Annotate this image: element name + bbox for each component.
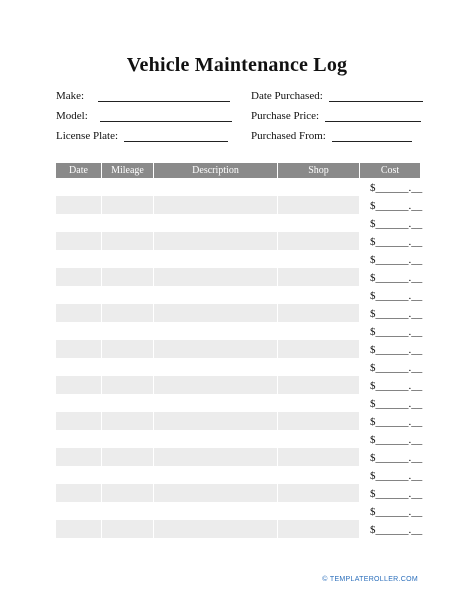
date-cell[interactable] [56, 250, 102, 268]
description-cell[interactable] [154, 286, 278, 304]
shop-cell[interactable] [278, 322, 360, 340]
date-cell[interactable] [56, 214, 102, 232]
mileage-cell[interactable] [102, 286, 154, 304]
description-cell[interactable] [154, 232, 278, 250]
mileage-cell[interactable] [102, 304, 154, 322]
mileage-cell[interactable] [102, 214, 154, 232]
cost-cell[interactable]: $______.__ [360, 376, 420, 394]
maintenance-table [56, 163, 423, 538]
purchased-from-label: Purchased From: [251, 130, 326, 142]
cost-cell[interactable]: $______.__ [360, 394, 420, 412]
purchase-price-field [251, 108, 421, 122]
mileage-cell[interactable] [102, 376, 154, 394]
table-row [56, 214, 423, 232]
mileage-cell[interactable] [102, 250, 154, 268]
purchased-from-field [251, 128, 412, 142]
table-row [56, 394, 423, 412]
table-row [56, 430, 423, 448]
table-row [56, 178, 423, 196]
cost-cell[interactable]: $______.__ [360, 358, 420, 376]
table-row [56, 268, 423, 286]
mileage-cell[interactable] [102, 448, 154, 466]
shop-cell[interactable] [278, 340, 360, 358]
shop-cell[interactable] [278, 430, 360, 448]
shop-cell[interactable] [278, 466, 360, 484]
date-cell[interactable] [56, 304, 102, 322]
description-cell[interactable] [154, 304, 278, 322]
shop-cell[interactable] [278, 448, 360, 466]
table-row [56, 340, 423, 358]
cost-cell[interactable]: $______.__ [360, 340, 420, 358]
table-row [56, 358, 423, 376]
date-purchased-field [251, 88, 423, 102]
description-cell[interactable] [154, 502, 278, 520]
shop-cell[interactable] [278, 358, 360, 376]
model-line[interactable] [100, 110, 232, 122]
cost-cell[interactable]: $______.__ [360, 322, 420, 340]
date-cell[interactable] [56, 340, 102, 358]
header-shop: Shop [278, 163, 360, 178]
shop-cell[interactable] [278, 412, 360, 430]
description-cell[interactable] [154, 466, 278, 484]
mileage-cell[interactable] [102, 502, 154, 520]
mileage-cell[interactable] [102, 412, 154, 430]
table-row [56, 304, 423, 322]
header-description: Description [154, 163, 278, 178]
cost-cell[interactable]: $______.__ [360, 484, 420, 502]
table-body [56, 178, 423, 538]
license-plate-line[interactable] [124, 130, 228, 142]
table-row [56, 232, 423, 250]
date-purchased-label: Date Purchased: [251, 90, 323, 102]
date-cell[interactable] [56, 502, 102, 520]
table-row [56, 520, 423, 538]
cost-cell[interactable]: $______.__ [360, 196, 420, 214]
cost-cell[interactable]: $______.__ [360, 520, 420, 538]
mileage-cell[interactable] [102, 232, 154, 250]
shop-cell[interactable] [278, 214, 360, 232]
cost-cell[interactable]: $______.__ [360, 430, 420, 448]
table-row [56, 412, 423, 430]
shop-cell[interactable] [278, 502, 360, 520]
mileage-cell[interactable] [102, 178, 154, 196]
header-mileage: Mileage [102, 163, 154, 178]
shop-cell[interactable] [278, 304, 360, 322]
mileage-cell[interactable] [102, 520, 154, 538]
cost-cell[interactable]: $______.__ [360, 250, 420, 268]
shop-cell[interactable] [278, 394, 360, 412]
shop-cell[interactable] [278, 376, 360, 394]
document-title: Vehicle Maintenance Log [126, 54, 348, 76]
model-field [56, 108, 232, 122]
description-cell[interactable] [154, 430, 278, 448]
table-row [56, 448, 423, 466]
cost-cell[interactable]: $______.__ [360, 304, 420, 322]
shop-cell[interactable] [278, 232, 360, 250]
cost-cell[interactable]: $______.__ [360, 232, 420, 250]
date-cell[interactable] [56, 358, 102, 376]
model-label: Model: [56, 110, 88, 122]
table-row [56, 196, 423, 214]
shop-cell[interactable] [278, 268, 360, 286]
description-cell[interactable] [154, 412, 278, 430]
date-cell[interactable] [56, 430, 102, 448]
description-cell[interactable] [154, 214, 278, 232]
description-cell[interactable] [154, 196, 278, 214]
description-cell[interactable] [154, 340, 278, 358]
footer-copyright: © TEMPLATEROLLER.COM [322, 576, 418, 583]
mileage-cell[interactable] [102, 466, 154, 484]
table-row [56, 466, 423, 484]
cost-cell[interactable]: $______.__ [360, 214, 420, 232]
mileage-cell[interactable] [102, 268, 154, 286]
make-field [56, 88, 230, 102]
table-row [56, 322, 423, 340]
date-cell[interactable] [56, 484, 102, 502]
mileage-cell[interactable] [102, 430, 154, 448]
shop-cell[interactable] [278, 484, 360, 502]
cost-cell[interactable]: $______.__ [360, 466, 420, 484]
description-cell[interactable] [154, 448, 278, 466]
license-plate-label: License Plate: [56, 130, 119, 142]
date-cell[interactable] [56, 196, 102, 214]
date-cell[interactable] [56, 412, 102, 430]
cost-cell[interactable]: $______.__ [360, 502, 420, 520]
date-cell[interactable] [56, 178, 102, 196]
date-cell[interactable] [56, 232, 102, 250]
table-header [56, 163, 420, 178]
table-row [56, 250, 423, 268]
cost-cell[interactable]: $______.__ [360, 178, 420, 196]
mileage-cell[interactable] [102, 484, 154, 502]
date-cell[interactable] [56, 520, 102, 538]
cost-cell[interactable]: $______.__ [360, 448, 420, 466]
table-row [56, 484, 423, 502]
mileage-cell[interactable] [102, 196, 154, 214]
description-cell[interactable] [154, 394, 278, 412]
date-cell[interactable] [56, 394, 102, 412]
shop-cell[interactable] [278, 250, 360, 268]
cost-cell[interactable]: $______.__ [360, 412, 420, 430]
shop-cell[interactable] [278, 178, 360, 196]
mileage-cell[interactable] [102, 394, 154, 412]
date-cell[interactable] [56, 286, 102, 304]
table-row [56, 502, 423, 520]
cost-cell[interactable]: $______.__ [360, 286, 420, 304]
mileage-cell[interactable] [102, 358, 154, 376]
date-purchased-line[interactable] [329, 90, 423, 102]
table-row [56, 286, 423, 304]
description-cell[interactable] [154, 484, 278, 502]
mileage-cell[interactable] [102, 340, 154, 358]
shop-cell[interactable] [278, 520, 360, 538]
purchased-from-line[interactable] [332, 130, 412, 142]
shop-cell[interactable] [278, 286, 360, 304]
make-label: Make: [56, 90, 85, 102]
description-cell[interactable] [154, 250, 278, 268]
table-row [56, 376, 423, 394]
date-cell[interactable] [56, 322, 102, 340]
purchase-price-label: Purchase Price: [251, 110, 320, 122]
description-cell[interactable] [154, 376, 278, 394]
shop-cell[interactable] [278, 196, 360, 214]
description-cell[interactable] [154, 358, 278, 376]
mileage-cell[interactable] [102, 322, 154, 340]
description-cell[interactable] [154, 268, 278, 286]
header-cost: Cost [380, 165, 400, 176]
date-cell[interactable] [56, 466, 102, 484]
description-cell[interactable] [154, 520, 278, 538]
make-line[interactable] [98, 90, 230, 102]
description-cell[interactable] [154, 178, 278, 196]
license-plate-field [56, 128, 228, 142]
description-cell[interactable] [154, 322, 278, 340]
cost-cell[interactable]: $______.__ [360, 268, 420, 286]
purchase-price-line[interactable] [325, 110, 421, 122]
header-date: Date [56, 163, 102, 178]
date-cell[interactable] [56, 268, 102, 286]
date-cell[interactable] [56, 448, 102, 466]
date-cell[interactable] [56, 376, 102, 394]
